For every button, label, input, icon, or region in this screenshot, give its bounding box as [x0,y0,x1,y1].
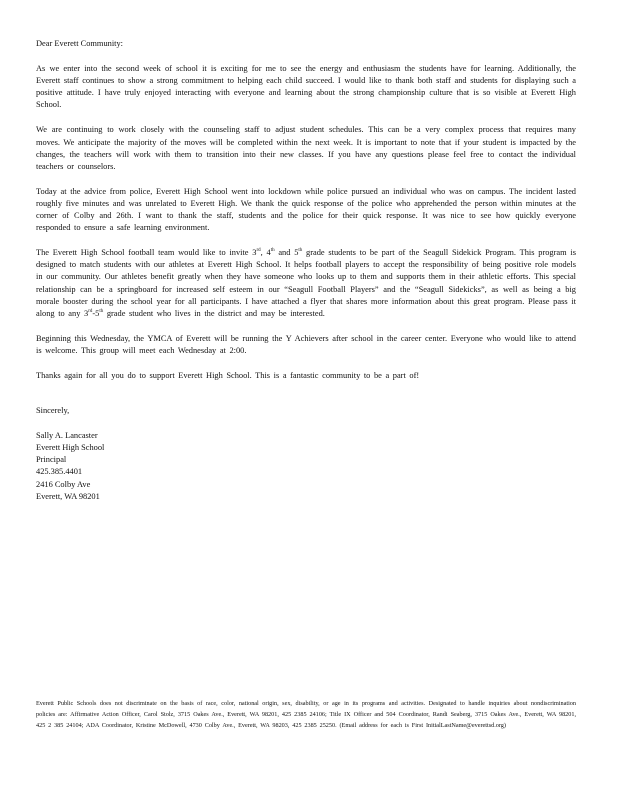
letter-body [36,38,576,503]
greeting: Dear Everett Community: [36,39,123,48]
signature-phone: 425.385.4401 [36,467,83,477]
football-text-5: -5 [92,308,100,318]
paragraph-lockdown: Today at the advice from police, Everett High School went into lockdown while police pursued an individual who was on campus. The incident lasted roughly five minutes and was unrelated to Everett High. We thank the quick response of the police who apprehended the person within minutes at the corner of Colby and 26th. I want to thank the staff, students and the police for their quick response. It was nice to see how quickly everyone responded to ensure a safe learning environment. [36,186,576,233]
paragraph-football [36,247,576,320]
paragraph-welcome: As we enter into the second week of school it is exciting for me to see the energy and enthusiasm the students have for learning. Additionally, the Everett staff continues to show a strong commitment to helping each child succeed. I would like to thank both staff and students for displaying such a positive attitude. I have truly enjoyed interacting with everyone and learning about the strong championship culture that is so visible at Everett High School. [36,64,576,110]
signature-title: Principal [36,455,67,465]
signature-school: Everett High School [36,443,105,453]
signature-street: 2416 Colby Ave [36,479,91,489]
ordinal-suffix: th [270,248,275,254]
nondiscrimination-footer: Everett Public Schools does not discriminate on the basis of race, color, national origin, sex, disability, or age in its programs and activities. Designated to handle inquiries about nondiscrimination policies are: Affirmative Action Officer, Carol Stolz, 3715 Oakes Ave., Everett, WA 98201, 425 2385 24106; Title IX Officer and 504 Coordinator, Randi Seaberg, 3715 Oakes Ave., Everett, WA 98201, 425 2 385 24104; ADA Coordinator, Kristine McDowell, 4730 Colby Ave., Everett, WA 98203, 425 2385 25250. (Email address for each is First InitialLastName@everettsd.org) [36,700,576,730]
paragraph-ymca: Beginning this Wednesday, the YMCA of Everett will be running the Y Achievers after school in the career center. Everyone who would like to attend is welcome. This group will meet each Wednesday at 2:00. [36,333,576,355]
closing: Sincerely, [36,406,70,416]
football-text-6: grade student who lives in the district and may be interested. [103,308,325,318]
signature-block [36,430,576,503]
paragraph-thanks: Thanks again for all you do to support Everett High School. This is a fantastic community to be a part of! [36,370,420,380]
paragraph-schedules: We are continuing to work closely with the counseling staff to adjust student schedules. This can be a very complex process that requires many moves. We anticipate the majority of the moves will be completed within the next week. It is important to note that if your student is impacted by the changes, the teachers will work with them to transition into their new classes. If you have any questions please feel free to contact the individual teachers or counselors. [36,125,576,171]
ordinal-suffix: rd [88,308,93,314]
ordinal-suffix: th [99,308,104,314]
signature-name: Sally A. Lancaster [36,431,98,441]
signature-city: Everett, WA 98201 [36,491,100,501]
ordinal-suffix: th [298,248,303,254]
football-text-4: grade students to be part of the Seagull Sidekick Program. This program is designed to match students with our athletes at Everett High School. It helps football players to accept the responsibility of being positive role models in our community. Our athletes benefit greatly when they have someone who looks up to them and supports them in their athletic efforts. This special relationship can be a springboard for increased self esteem in our “Seagull Football Players” and the “Seagull Sidekicks”, as well as being a big morale booster during the school year for all participants. I have attached a flyer that shares more information about this great program. Please pass it along to any 3 [36,248,576,318]
football-text-1: The Everett High School football team would like to invite 3 [36,248,257,258]
football-text-3: and 5 [274,248,299,258]
football-text-2: , 4 [260,248,271,258]
ordinal-suffix: rd [256,248,261,254]
